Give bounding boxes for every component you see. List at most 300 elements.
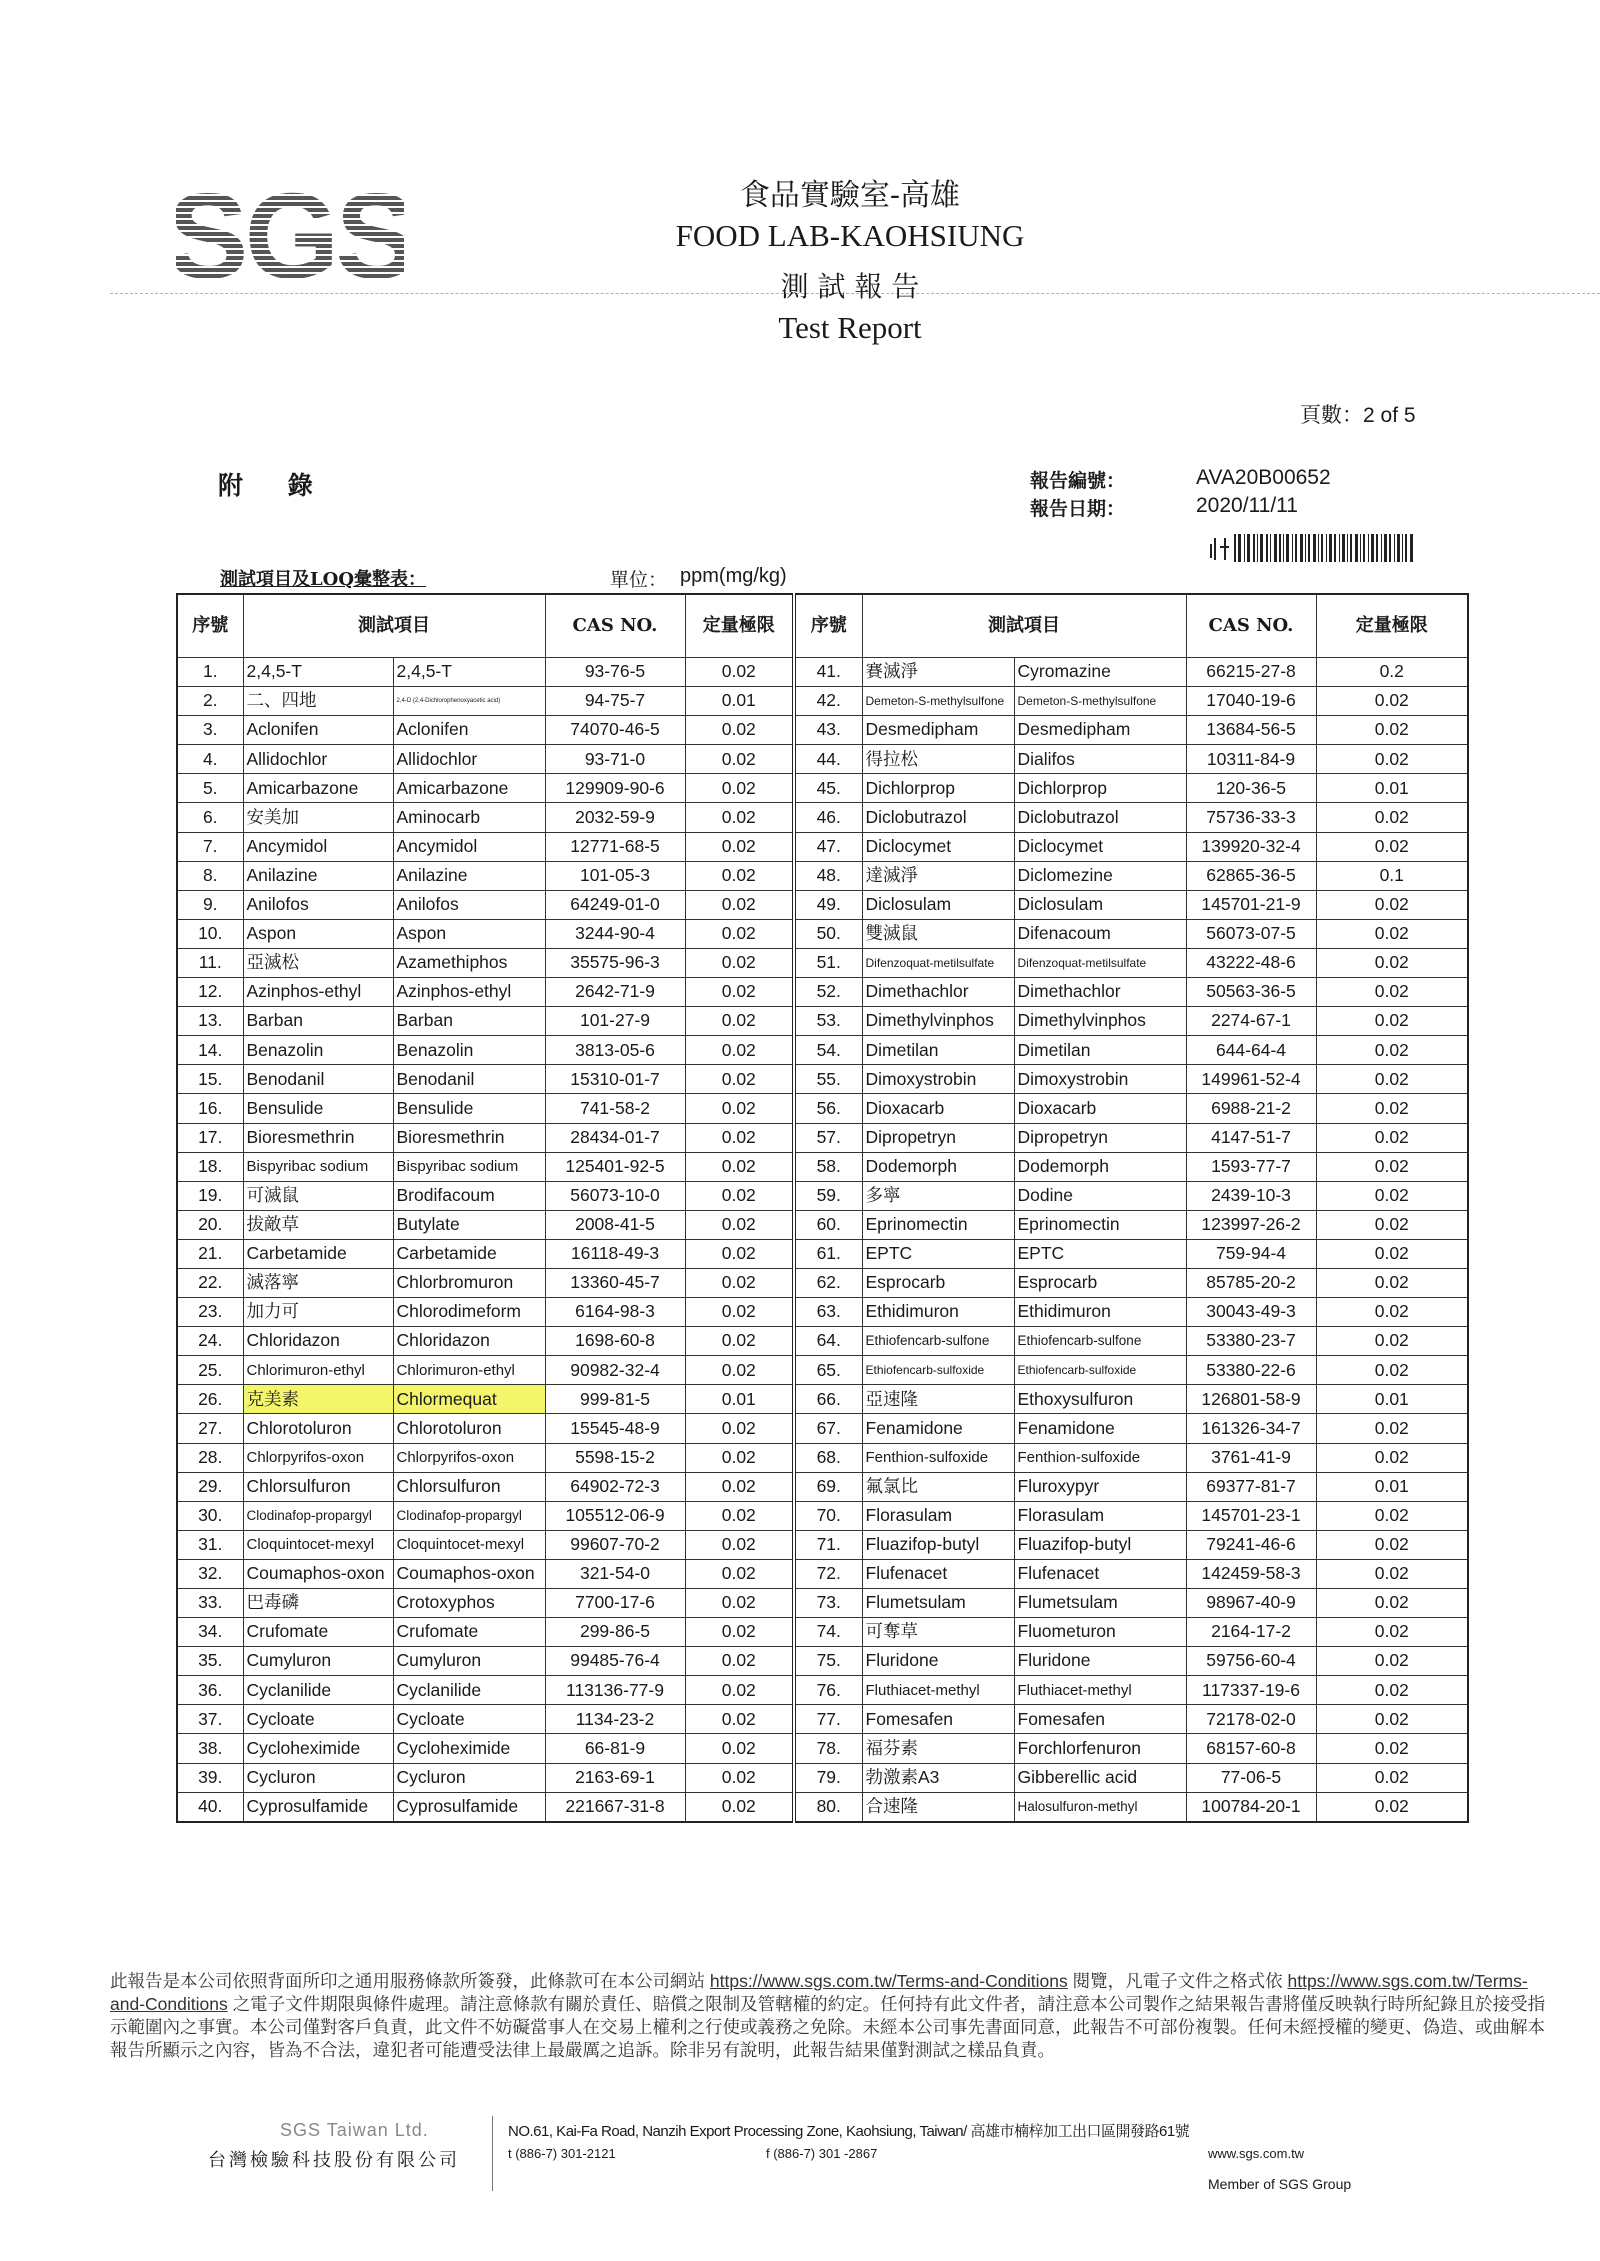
cell-cn: 可滅鼠 <box>243 1181 393 1210</box>
cell-loq: 0.02 <box>685 1007 794 1036</box>
cell-en: Difenzoquat-metilsulfate <box>1014 948 1186 977</box>
cell-no: 67. <box>794 1414 862 1443</box>
cell-cn: 福芬素 <box>862 1734 1014 1763</box>
cell-loq: 0.02 <box>1316 948 1468 977</box>
cell-cas: 2274-67-1 <box>1186 1007 1316 1036</box>
cell-cas: 125401-92-5 <box>545 1152 685 1181</box>
col-item-right: 測試項目 <box>862 594 1186 658</box>
cell-en: Allidochlor <box>393 745 545 774</box>
cell-en: Dimetilan <box>1014 1036 1186 1065</box>
cell-cas: 13360-45-7 <box>545 1268 685 1297</box>
cell-no: 80. <box>794 1792 862 1822</box>
cell-no: 8. <box>177 861 243 890</box>
cell-loq: 0.02 <box>685 1239 794 1268</box>
unit-value: ppm(mg/kg) <box>680 565 787 587</box>
cell-loq: 0.02 <box>685 861 794 890</box>
cell-en: Cyromazine <box>1014 658 1186 687</box>
cell-cn: Esprocarb <box>862 1268 1014 1297</box>
cell-en: Fomesafen <box>1014 1705 1186 1734</box>
cell-loq: 0.02 <box>1316 687 1468 716</box>
cell-en: Dimoxystrobin <box>1014 1065 1186 1094</box>
cell-cn: Fenthion-sulfoxide <box>862 1443 1014 1472</box>
table-row <box>177 1239 1468 1268</box>
cell-en: Cycloate <box>393 1705 545 1734</box>
table-row <box>177 1036 1468 1065</box>
cell-cas: 123997-26-2 <box>1186 1210 1316 1239</box>
cell-loq: 0.02 <box>685 774 794 803</box>
cell-cas: 17040-19-6 <box>1186 687 1316 716</box>
cell-en: Ancymidol <box>393 832 545 861</box>
cell-cn: Cycluron <box>243 1763 393 1792</box>
cell-no: 76. <box>794 1676 862 1705</box>
cell-cn: Fluridone <box>862 1647 1014 1676</box>
cell-cn: Chloridazon <box>243 1327 393 1356</box>
cell-cas: 999-81-5 <box>545 1385 685 1414</box>
cell-en: Chlormequat <box>393 1385 545 1414</box>
cell-loq: 0.02 <box>1316 1705 1468 1734</box>
cell-cas: 53380-22-6 <box>1186 1356 1316 1385</box>
cell-loq: 0.02 <box>685 1152 794 1181</box>
cell-no: 61. <box>794 1239 862 1268</box>
cell-loq: 0.02 <box>1316 1123 1468 1152</box>
cell-loq: 0.02 <box>1316 1589 1468 1618</box>
cell-cn: Ethiofencarb-sulfoxide <box>862 1356 1014 1385</box>
cell-loq: 0.02 <box>685 832 794 861</box>
cell-no: 34. <box>177 1618 243 1647</box>
cell-no: 40. <box>177 1792 243 1822</box>
cell-no: 41. <box>794 658 862 687</box>
disclaimer-part-2: 閱覽，凡電子文件之格式依 <box>1067 1971 1288 1991</box>
cell-cas: 77-06-5 <box>1186 1763 1316 1792</box>
cell-en: Azamethiphos <box>393 948 545 977</box>
cell-cas: 139920-32-4 <box>1186 832 1316 861</box>
cell-no: 21. <box>177 1239 243 1268</box>
cell-loq: 0.02 <box>1316 1036 1468 1065</box>
cell-en: Florasulam <box>1014 1501 1186 1530</box>
cell-loq: 0.2 <box>1316 658 1468 687</box>
cell-no: 5. <box>177 774 243 803</box>
cell-loq: 0.02 <box>685 1036 794 1065</box>
cell-cn: Diclobutrazol <box>862 803 1014 832</box>
cell-no: 55. <box>794 1065 862 1094</box>
cell-cas: 741-58-2 <box>545 1094 685 1123</box>
table-row <box>177 1181 1468 1210</box>
cell-no: 17. <box>177 1123 243 1152</box>
cell-no: 71. <box>794 1530 862 1559</box>
cell-en: Anilazine <box>393 861 545 890</box>
cell-cn: Barban <box>243 1007 393 1036</box>
table-row <box>177 1210 1468 1239</box>
col-seq-right: 序號 <box>794 594 862 658</box>
company-name-en: SGS Taiwan Ltd. <box>280 2120 429 2140</box>
cell-loq: 0.02 <box>685 1734 794 1763</box>
cell-no: 29. <box>177 1472 243 1501</box>
cell-no: 42. <box>794 687 862 716</box>
table-row <box>177 1763 1468 1792</box>
cell-no: 47. <box>794 832 862 861</box>
cell-en: Dimethylvinphos <box>1014 1007 1186 1036</box>
cell-cn: Clodinafop-propargyl <box>243 1501 393 1530</box>
cell-en: Fenamidone <box>1014 1414 1186 1443</box>
table-row <box>177 1618 1468 1647</box>
table-row <box>177 745 1468 774</box>
cell-en: Ethoxysulfuron <box>1014 1385 1186 1414</box>
cell-cas: 16118-49-3 <box>545 1239 685 1268</box>
company-fax: f (886-7) 301 -2867 <box>766 2146 878 2161</box>
cell-en: Brodifacoum <box>393 1181 545 1210</box>
cell-loq: 0.02 <box>685 890 794 919</box>
report-date-label: 報告日期： <box>1030 498 1126 520</box>
cell-cas: 56073-10-0 <box>545 1181 685 1210</box>
table-row <box>177 1094 1468 1123</box>
cell-cas: 6988-21-2 <box>1186 1094 1316 1123</box>
cell-cn: Cyclanilide <box>243 1676 393 1705</box>
cell-cn: 安美加 <box>243 803 393 832</box>
cell-en: Diclobutrazol <box>1014 803 1186 832</box>
cell-cn: Cyprosulfamide <box>243 1792 393 1822</box>
cell-cn: Fluazifop-butyl <box>862 1530 1014 1559</box>
cell-cas: 74070-46-5 <box>545 716 685 745</box>
cell-en: Benodanil <box>393 1065 545 1094</box>
cell-no: 38. <box>177 1734 243 1763</box>
table-row <box>177 687 1468 716</box>
cell-loq: 0.02 <box>685 1530 794 1559</box>
cell-en: Cycluron <box>393 1763 545 1792</box>
cell-no: 12. <box>177 978 243 1007</box>
cell-loq: 0.02 <box>685 1094 794 1123</box>
cell-en: Eprinomectin <box>1014 1210 1186 1239</box>
table-row <box>177 1414 1468 1443</box>
cell-en: Dialifos <box>1014 745 1186 774</box>
cell-en: Chlorsulfuron <box>393 1472 545 1501</box>
cell-loq: 0.02 <box>1316 1414 1468 1443</box>
cell-cn: 克美素 <box>243 1385 393 1414</box>
cell-no: 64. <box>794 1327 862 1356</box>
cell-loq: 0.02 <box>1316 1268 1468 1297</box>
cell-cas: 1593-77-7 <box>1186 1152 1316 1181</box>
cell-en: Ethiofencarb-sulfone <box>1014 1327 1186 1356</box>
cell-no: 78. <box>794 1734 862 1763</box>
cell-cn: Aspon <box>243 919 393 948</box>
cell-no: 77. <box>794 1705 862 1734</box>
cell-en: Carbetamide <box>393 1239 545 1268</box>
table-title: 測試項目及LOQ彙整表： <box>220 569 427 590</box>
cell-en: Cycloheximide <box>393 1734 545 1763</box>
cell-cas: 2008-41-5 <box>545 1210 685 1239</box>
cell-cas: 98967-40-9 <box>1186 1589 1316 1618</box>
cell-en: Diclocymet <box>1014 832 1186 861</box>
cell-loq: 0.02 <box>1316 803 1468 832</box>
cell-loq: 0.02 <box>1316 832 1468 861</box>
cell-cn: Anilofos <box>243 890 393 919</box>
company-phone: t (886-7) 301-2121 <box>508 2146 616 2161</box>
cell-en: Ethidimuron <box>1014 1298 1186 1327</box>
cell-cn: Eprinomectin <box>862 1210 1014 1239</box>
col-loq-right: 定量極限 <box>1316 594 1468 658</box>
cell-loq: 0.02 <box>685 919 794 948</box>
cell-en: Benazolin <box>393 1036 545 1065</box>
cell-no: 75. <box>794 1647 862 1676</box>
cell-cas: 3761-41-9 <box>1186 1443 1316 1472</box>
cell-cn: Amicarbazone <box>243 774 393 803</box>
table-row <box>177 1007 1468 1036</box>
loq-table <box>176 593 1469 1823</box>
cell-loq: 0.02 <box>1316 1007 1468 1036</box>
cell-cas: 69377-81-7 <box>1186 1472 1316 1501</box>
cell-cn: Difenzoquat-metilsulfate <box>862 948 1014 977</box>
cell-cn: 雙滅鼠 <box>862 919 1014 948</box>
cell-no: 51. <box>794 948 862 977</box>
cell-loq: 0.1 <box>1316 861 1468 890</box>
cell-cas: 1698-60-8 <box>545 1327 685 1356</box>
cell-en: Anilofos <box>393 890 545 919</box>
cell-cn: Dimethylvinphos <box>862 1007 1014 1036</box>
cell-loq: 0.02 <box>685 803 794 832</box>
table-row <box>177 1647 1468 1676</box>
cell-cas: 7700-17-6 <box>545 1589 685 1618</box>
cell-cas: 28434-01-7 <box>545 1123 685 1152</box>
table-row <box>177 1676 1468 1705</box>
terms-link-1[interactable]: https://www.sgs.com.tw/Terms-and-Conditions <box>709 1971 1068 1991</box>
cell-cn: Ancymidol <box>243 832 393 861</box>
cell-no: 9. <box>177 890 243 919</box>
cell-no: 63. <box>794 1298 862 1327</box>
cell-en: Crufomate <box>393 1618 545 1647</box>
cell-cn: Desmedipham <box>862 716 1014 745</box>
cell-en: Chlorbromuron <box>393 1268 545 1297</box>
cell-loq: 0.02 <box>685 1268 794 1297</box>
cell-cas: 2163-69-1 <box>545 1763 685 1792</box>
company-name-cn: 台灣檢驗科技股份有限公司 <box>208 2150 460 2171</box>
cell-en: Azinphos-ethyl <box>393 978 545 1007</box>
cell-no: 50. <box>794 919 862 948</box>
cell-en: Halosulfuron-methyl <box>1014 1792 1186 1822</box>
cell-no: 1. <box>177 658 243 687</box>
cell-cn: 拔敵草 <box>243 1210 393 1239</box>
cell-cn: Demeton-S-methylsulfone <box>862 687 1014 716</box>
cell-loq: 0.01 <box>1316 774 1468 803</box>
table-row <box>177 1734 1468 1763</box>
cell-cn: Bispyribac sodium <box>243 1152 393 1181</box>
cell-no: 28. <box>177 1443 243 1472</box>
table-row <box>177 1385 1468 1414</box>
cell-cas: 66215-27-8 <box>1186 658 1316 687</box>
table-row <box>177 832 1468 861</box>
cell-cas: 145701-21-9 <box>1186 890 1316 919</box>
cell-cn: 勃激素A3 <box>862 1763 1014 1792</box>
col-loq-left: 定量極限 <box>685 594 794 658</box>
cell-en: Fenthion-sulfoxide <box>1014 1443 1186 1472</box>
cell-no: 66. <box>794 1385 862 1414</box>
disclaimer-part-3: 之電子文件期限與條件處理。請注意條款有關於責任、賠償之限制及管轄權的約定。任何持有此文件者，請注意本公司製作之結果報告書將僅反映執行時所紀錄且於接受指示範圍內之事實。本公司僅對客戶負責，此文件不妨礙當事人在交易上權利之行使或義務之免除。未經本公司事先書面同意，此報告不可部份複製。任何未經授權的變更、偽造、或曲解本報告所顯示之內容，皆為不合法，違犯者可能遭受法律上最嚴厲之追訴。除非另有說明，此報告結果僅對測試之樣品負責。 <box>110 1994 1546 2060</box>
cell-no: 65. <box>794 1356 862 1385</box>
cell-cn: Chlorpyrifos-oxon <box>243 1443 393 1472</box>
cell-no: 26. <box>177 1385 243 1414</box>
cell-loq: 0.02 <box>1316 1327 1468 1356</box>
cell-cn: Dimetilan <box>862 1036 1014 1065</box>
cell-no: 20. <box>177 1210 243 1239</box>
cell-cas: 161326-34-7 <box>1186 1414 1316 1443</box>
cell-cas: 142459-58-3 <box>1186 1559 1316 1588</box>
cell-cas: 99607-70-2 <box>545 1530 685 1559</box>
cell-cas: 50563-36-5 <box>1186 978 1316 1007</box>
cell-cn: Dimoxystrobin <box>862 1065 1014 1094</box>
cell-cn: Ethiofencarb-sulfone <box>862 1327 1014 1356</box>
col-item-left: 測試項目 <box>243 594 545 658</box>
cell-no: 69. <box>794 1472 862 1501</box>
cell-en: Butylate <box>393 1210 545 1239</box>
cell-cn: Carbetamide <box>243 1239 393 1268</box>
cell-en: Fluroxypyr <box>1014 1472 1186 1501</box>
cell-cas: 3244-90-4 <box>545 919 685 948</box>
cell-cas: 93-71-0 <box>545 745 685 774</box>
cell-loq: 0.02 <box>1316 919 1468 948</box>
cell-cas: 62865-36-5 <box>1186 861 1316 890</box>
table-row <box>177 1298 1468 1327</box>
cell-cas: 43222-48-6 <box>1186 948 1316 977</box>
cell-cn: 滅落寧 <box>243 1268 393 1297</box>
cell-cas: 2164-17-2 <box>1186 1618 1316 1647</box>
cell-no: 68. <box>794 1443 862 1472</box>
cell-cas: 100784-20-1 <box>1186 1792 1316 1822</box>
cell-en: Fluthiacet-methyl <box>1014 1676 1186 1705</box>
table-row <box>177 716 1468 745</box>
cell-loq: 0.02 <box>685 1414 794 1443</box>
cell-cn: Dodemorph <box>862 1152 1014 1181</box>
cell-en: 2,4,5-T <box>393 658 545 687</box>
cell-cas: 85785-20-2 <box>1186 1268 1316 1297</box>
cell-no: 23. <box>177 1298 243 1327</box>
cell-cn: Chlorimuron-ethyl <box>243 1356 393 1385</box>
table-row <box>177 1792 1468 1822</box>
appendix-label: 附 錄 <box>218 471 331 500</box>
cell-no: 53. <box>794 1007 862 1036</box>
table-row <box>177 978 1468 1007</box>
table-row <box>177 861 1468 890</box>
cell-loq: 0.02 <box>685 948 794 977</box>
cell-cn: 氟氯比 <box>862 1472 1014 1501</box>
company-website[interactable]: www.sgs.com.tw <box>1208 2146 1305 2161</box>
cell-no: 16. <box>177 1094 243 1123</box>
table-row <box>177 1065 1468 1094</box>
cell-en: Aminocarb <box>393 803 545 832</box>
cell-no: 56. <box>794 1094 862 1123</box>
cell-no: 6. <box>177 803 243 832</box>
cell-en: Coumaphos-oxon <box>393 1559 545 1588</box>
cell-en: Forchlorfenuron <box>1014 1734 1186 1763</box>
cell-cas: 105512-06-9 <box>545 1501 685 1530</box>
cell-loq: 0.01 <box>685 687 794 716</box>
cell-loq: 0.02 <box>1316 978 1468 1007</box>
cell-en: Esprocarb <box>1014 1268 1186 1297</box>
cell-en: Ethiofencarb-sulfoxide <box>1014 1356 1186 1385</box>
cell-cn: Ethidimuron <box>862 1298 1014 1327</box>
cell-cn: 達滅淨 <box>862 861 1014 890</box>
cell-cas: 66-81-9 <box>545 1734 685 1763</box>
company-address: NO.61, Kai-Fa Road, Nanzih Export Processing Zone, Kaohsiung, Taiwan/ 高雄市楠梓加工出口區開發路61號 <box>508 2123 1190 2140</box>
table-row <box>177 1327 1468 1356</box>
cell-cas: 99485-76-4 <box>545 1647 685 1676</box>
cell-cas: 75736-33-3 <box>1186 803 1316 832</box>
cell-cas: 2439-10-3 <box>1186 1181 1316 1210</box>
cell-no: 3. <box>177 716 243 745</box>
cell-cn: Cycloate <box>243 1705 393 1734</box>
table-row <box>177 1530 1468 1559</box>
cell-loq: 0.02 <box>1316 1210 1468 1239</box>
cell-en: Bioresmethrin <box>393 1123 545 1152</box>
cell-cn: 二、四地 <box>243 687 393 716</box>
col-seq-left: 序號 <box>177 594 243 658</box>
cell-no: 24. <box>177 1327 243 1356</box>
cell-cas: 56073-07-5 <box>1186 919 1316 948</box>
cell-loq: 0.02 <box>1316 745 1468 774</box>
cell-cas: 94-75-7 <box>545 687 685 716</box>
cell-cas: 4147-51-7 <box>1186 1123 1316 1152</box>
lab-title-cn: 食品實驗室-高雄 <box>739 178 961 213</box>
cell-cas: 221667-31-8 <box>545 1792 685 1822</box>
cell-cn: Fluthiacet-methyl <box>862 1676 1014 1705</box>
table-row <box>177 1152 1468 1181</box>
table-row <box>177 658 1468 687</box>
cell-cn: Aclonifen <box>243 716 393 745</box>
cell-cn: Bensulide <box>243 1094 393 1123</box>
cell-loq: 0.02 <box>1316 1763 1468 1792</box>
cell-loq: 0.02 <box>1316 890 1468 919</box>
col-cas-right: CAS NO. <box>1186 594 1316 658</box>
cell-cas: 12771-68-5 <box>545 832 685 861</box>
table-row <box>177 1268 1468 1297</box>
cell-loq: 0.02 <box>685 1705 794 1734</box>
lab-title-en: FOOD LAB-KAOHSIUNG <box>675 218 1025 253</box>
cell-no: 13. <box>177 1007 243 1036</box>
table-row <box>177 890 1468 919</box>
cell-loq: 0.02 <box>1316 1559 1468 1588</box>
cell-cn: Flufenacet <box>862 1559 1014 1588</box>
cell-loq: 0.02 <box>685 1618 794 1647</box>
cell-cn: 賽滅淨 <box>862 658 1014 687</box>
cell-no: 10. <box>177 919 243 948</box>
cell-cn: Allidochlor <box>243 745 393 774</box>
cell-no: 43. <box>794 716 862 745</box>
cell-cas: 149961-52-4 <box>1186 1065 1316 1094</box>
sgs-logo <box>176 178 404 286</box>
cell-loq: 0.02 <box>1316 1152 1468 1181</box>
cell-loq: 0.01 <box>1316 1472 1468 1501</box>
cell-loq: 0.02 <box>1316 1356 1468 1385</box>
cell-cn: Anilazine <box>243 861 393 890</box>
cell-cn: Cloquintocet-mexyl <box>243 1530 393 1559</box>
cell-cas: 68157-60-8 <box>1186 1734 1316 1763</box>
cell-cn: Coumaphos-oxon <box>243 1559 393 1588</box>
table-row <box>177 1443 1468 1472</box>
cell-loq: 0.02 <box>1316 1298 1468 1327</box>
cell-no: 57. <box>794 1123 862 1152</box>
cell-loq: 0.02 <box>1316 1530 1468 1559</box>
table-row <box>177 774 1468 803</box>
table-row <box>177 1472 1468 1501</box>
cell-no: 22. <box>177 1268 243 1297</box>
table-row <box>177 1356 1468 1385</box>
cell-en: Fluridone <box>1014 1647 1186 1676</box>
terms-link-2[interactable]: https://www.sgs.com.tw/Terms-and-Conditions <box>110 1971 1528 2014</box>
cell-no: 70. <box>794 1501 862 1530</box>
cell-cas: 117337-19-6 <box>1186 1676 1316 1705</box>
cell-cas: 15545-48-9 <box>545 1414 685 1443</box>
cell-cn: Dichlorprop <box>862 774 1014 803</box>
cell-cn: 多寧 <box>862 1181 1014 1210</box>
cell-no: 36. <box>177 1676 243 1705</box>
cell-en: Dodemorph <box>1014 1152 1186 1181</box>
